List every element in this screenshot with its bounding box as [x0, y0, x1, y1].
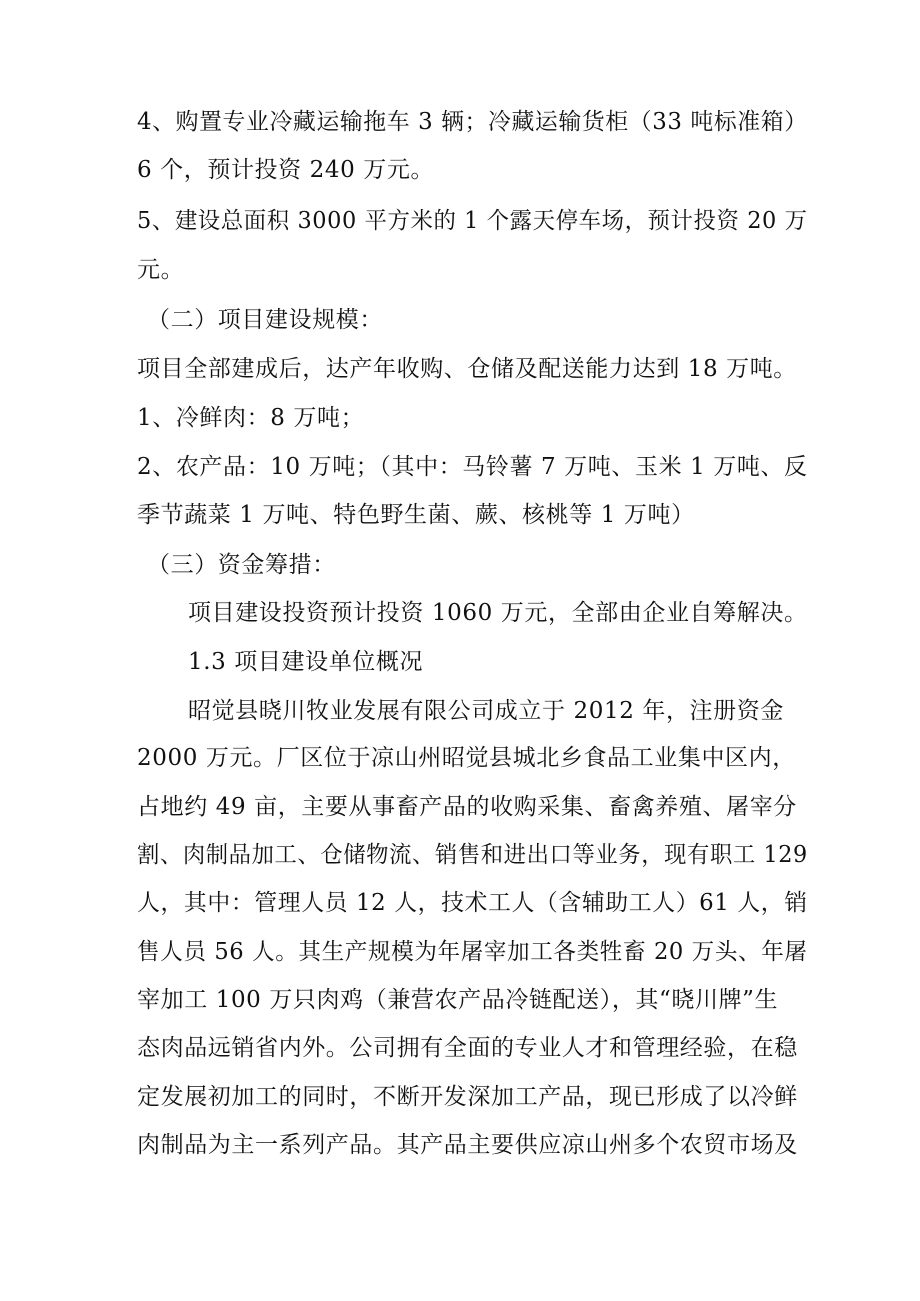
text-line: 6 个，预计投资 240 万元。	[137, 157, 435, 183]
text-line: 定发展初加工的同时，不断开发深加工产品，现已形成了以冷鲜	[137, 1084, 798, 1110]
section-heading: （二）项目建设规模：	[147, 307, 383, 333]
text-line: 售人员 56 人。其生产规模为年屠宰加工各类牲畜 20 万头、年屠	[137, 939, 808, 965]
text-line: 项目建设投资预计投资 1060 万元，全部由企业自筹解决。	[188, 600, 808, 626]
text-line: 人，其中：管理人员 12 人，技术工人（含辅助工人）61 人，销	[137, 890, 808, 916]
text-line: 季节蔬菜 1 万吨、特色野生菌、蕨、核桃等 1 万吨）	[137, 502, 695, 528]
section-heading: 1.3 项目建设单位概况	[188, 649, 424, 675]
text-line: 宰加工 100 万只肉鸡（兼营农产品冷链配送），其“晓川牌”生	[137, 987, 779, 1013]
text-line: 5、建设总面积 3000 平方米的 1 个露天停车场，预计投资 20 万	[137, 208, 808, 234]
text-line: 态肉品远销省内外。公司拥有全面的专业人才和管理经验，在稳	[137, 1035, 798, 1061]
text-line: 割、肉制品加工、仓储物流、销售和进出口等业务，现有职工 129	[137, 842, 808, 868]
text-line: 4、购置专业冷藏运输拖车 3 辆；冷藏运输货柜（33 吨标准箱）	[137, 109, 808, 135]
text-line: 元。	[137, 257, 185, 283]
text-line: 2000 万元。厂区位于凉山州昭觉县城北乡食品工业集中区内，	[137, 745, 796, 771]
text-line: 项目全部建成后，达产年收购、仓储及配送能力达到 18 万吨。	[137, 356, 797, 382]
section-heading: （三）资金筹措：	[147, 552, 336, 578]
text-line: 肉制品为主一系列产品。其产品主要供应凉山州多个农贸市场及	[137, 1132, 798, 1158]
text-line: 昭觉县晓川牧业发展有限公司成立于 2012 年，注册资金	[188, 698, 784, 724]
text-line: 1、冷鲜肉：8 万吨；	[137, 405, 365, 431]
text-line: 占地约 49 亩，主要从事畜产品的收购采集、畜禽养殖、屠宰分	[137, 794, 797, 820]
text-line: 2、农产品：10 万吨；（其中：马铃薯 7 万吨、玉米 1 万吨、反	[137, 454, 808, 480]
